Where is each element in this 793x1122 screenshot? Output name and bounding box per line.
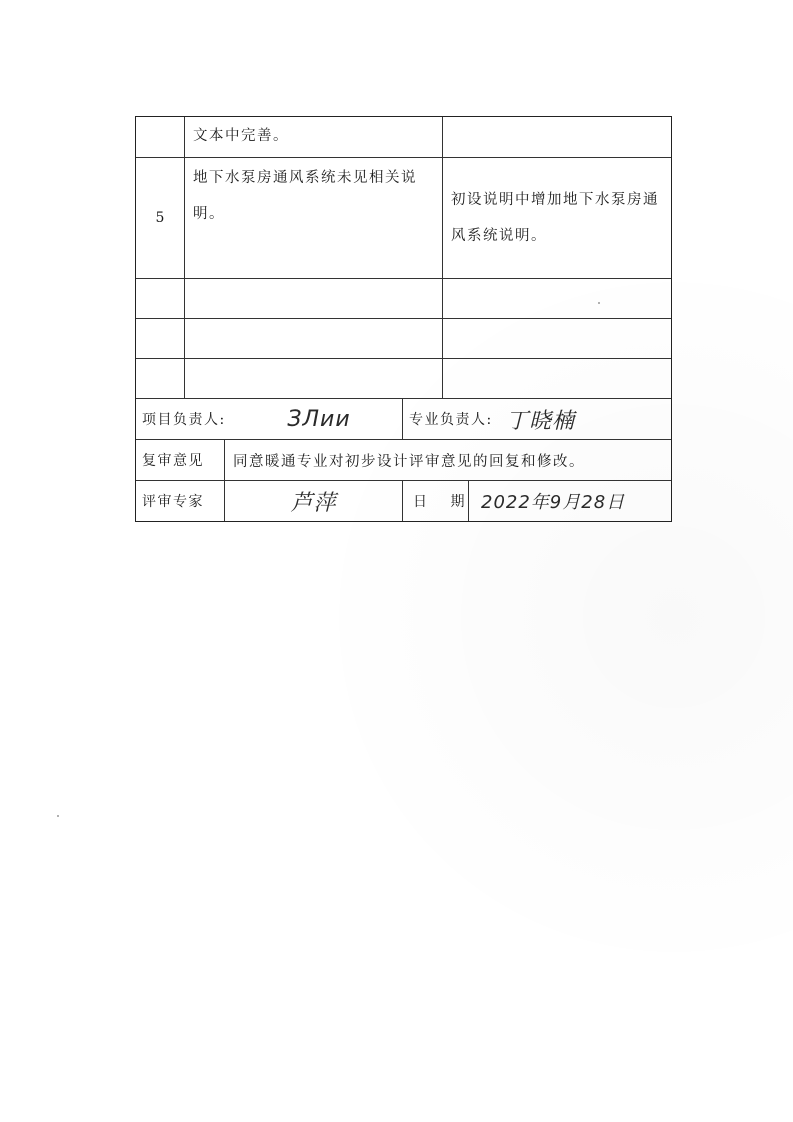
- reply-text: 初设说明中增加地下水泵房通风系统说明。: [451, 192, 659, 244]
- date-label-char-1: 日: [413, 494, 429, 510]
- issue-text: 地下水泵房通风系统未见相关说明。: [184, 158, 442, 278]
- row-number: 5: [155, 210, 165, 226]
- expert-row: [136, 480, 671, 521]
- row-number: [136, 359, 184, 398]
- reply-text: [442, 117, 671, 157]
- scan-speck: [57, 815, 59, 817]
- signature-row: [136, 398, 671, 439]
- row-number: [136, 319, 184, 358]
- reply-text: [442, 359, 671, 398]
- scan-speck: [598, 302, 600, 304]
- reply-cell: [442, 158, 671, 278]
- specialist-signature: 丁晓楠: [506, 408, 576, 434]
- table-row: [136, 117, 671, 157]
- review-row: [136, 439, 671, 480]
- table-row: [136, 278, 671, 318]
- review-date: 2022年9月28日: [468, 481, 671, 521]
- issue-text: [184, 279, 442, 318]
- reply-text: [442, 319, 671, 358]
- expert-signature: 芦萍: [224, 481, 402, 521]
- row-number: [136, 279, 184, 318]
- review-label: 复审意见: [142, 453, 204, 469]
- row-number: [136, 117, 184, 157]
- table-row: [136, 318, 671, 358]
- date-label-char-2: 期: [450, 494, 466, 510]
- table-row: [136, 358, 671, 398]
- issue-text: [184, 359, 442, 398]
- expert-label: 评审专家: [142, 494, 204, 510]
- reply-text: [442, 279, 671, 318]
- review-table: [135, 116, 672, 522]
- review-opinion: 同意暖通专业对初步设计评审意见的回复和修改。: [224, 440, 671, 480]
- issue-text: [184, 319, 442, 358]
- table-row: [136, 157, 671, 278]
- specialist-label: 专业负责人:: [402, 399, 502, 439]
- project-manager-signature: ЗЛии: [287, 406, 351, 432]
- date-label: [402, 481, 468, 521]
- issue-text: 文本中完善。: [184, 117, 442, 157]
- project-manager-label: 项目负责人:: [142, 412, 226, 428]
